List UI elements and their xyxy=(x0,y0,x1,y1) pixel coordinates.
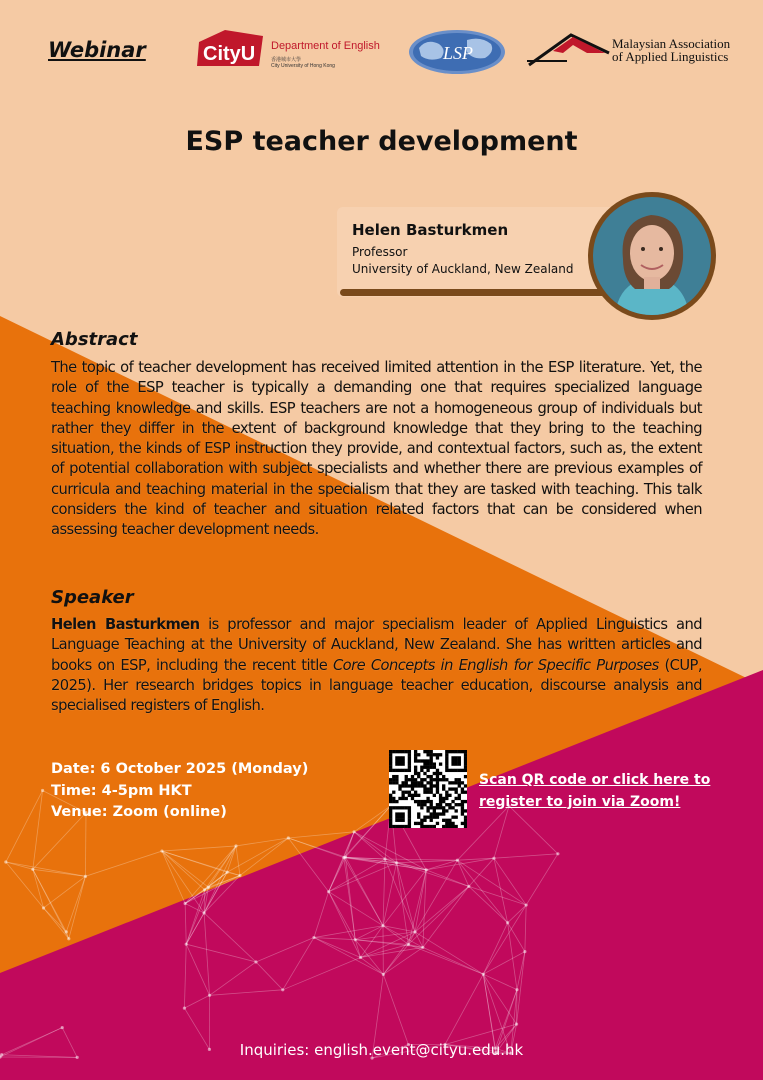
cityu-chinese-name: 香港城市大學 xyxy=(271,57,302,63)
lsp-logo-text: LSP xyxy=(443,43,474,63)
speaker-photo xyxy=(588,192,716,320)
register-link[interactable]: Scan QR code or click here to register to join via Zoom! xyxy=(479,772,711,810)
speaker-bio xyxy=(51,615,702,716)
webinar-label: Webinar xyxy=(48,38,146,62)
maal-name-line1: Malaysian Association xyxy=(612,36,731,51)
maal-roof-icon xyxy=(527,31,611,67)
speaker-card-role: Professor xyxy=(352,245,408,259)
maal-logo xyxy=(527,31,731,71)
cityu-logo-text: CityU xyxy=(203,43,256,65)
maal-name-line2: of Applied Linguistics xyxy=(612,49,729,64)
inquiries-contact: Inquiries: english.event@cityu.edu.hk xyxy=(239,1041,524,1059)
registration-qr-code[interactable] xyxy=(389,750,467,828)
speaker-bio-name: Helen Basturkmen xyxy=(51,616,200,633)
cityu-university-name: City University of Hong Kong xyxy=(271,63,335,69)
cityu-badge xyxy=(195,28,265,68)
speaker-bio-text-2: (CUP, 2025). Her research bridges topics in language teacher education, discourse analysis and specialised registers of English. xyxy=(51,656,702,715)
speaker-card-affiliation: University of Auckland, New Zealand xyxy=(352,262,574,276)
event-date: Date: 6 October 2025 (Monday) xyxy=(51,761,309,777)
speaker-card-name: Helen Basturkmen xyxy=(352,221,509,239)
speaker-heading: Speaker xyxy=(51,587,134,608)
speaker-bio-text-1: is professor and major specialism leader of Applied Linguistics and Language Teaching at the University of Auckland, New Zealand. She has written articles and books on ESP, including the recent title xyxy=(51,616,702,674)
event-venue: Venue: Zoom (online) xyxy=(51,804,227,820)
event-details xyxy=(51,759,308,824)
speaker-card-underline xyxy=(340,289,632,296)
lsp-logo xyxy=(407,28,507,80)
cityu-department: Department of English xyxy=(271,40,380,52)
event-time: Time: 4-5pm HKT xyxy=(51,782,192,799)
page-title: ESP teacher development xyxy=(185,126,578,157)
abstract-heading: Abstract xyxy=(51,329,138,350)
abstract-text: The topic of teacher development has received limited attention in the ESP literature. Yet, the role of the ESP teacher is typically a demanding one that requires specialized language teaching knowledge and skills. ESP teachers are not a homogeneous group of individuals but rather they differ in the extent of background knowledge that they bring to the teaching situation, the kinds of ESP instruction they provide, and contextual factors, such as, the extent of potential collaboration with subject specialists and whether there are previous examples of curricula and teaching material in the specialism that they are tasked with teaching. This talk considers the kind of teacher and situation related factors that can be considered when assessing teacher development needs. xyxy=(51,359,702,539)
speaker-bio-book-title: Core Concepts in English for Specific Purposes xyxy=(332,656,659,674)
